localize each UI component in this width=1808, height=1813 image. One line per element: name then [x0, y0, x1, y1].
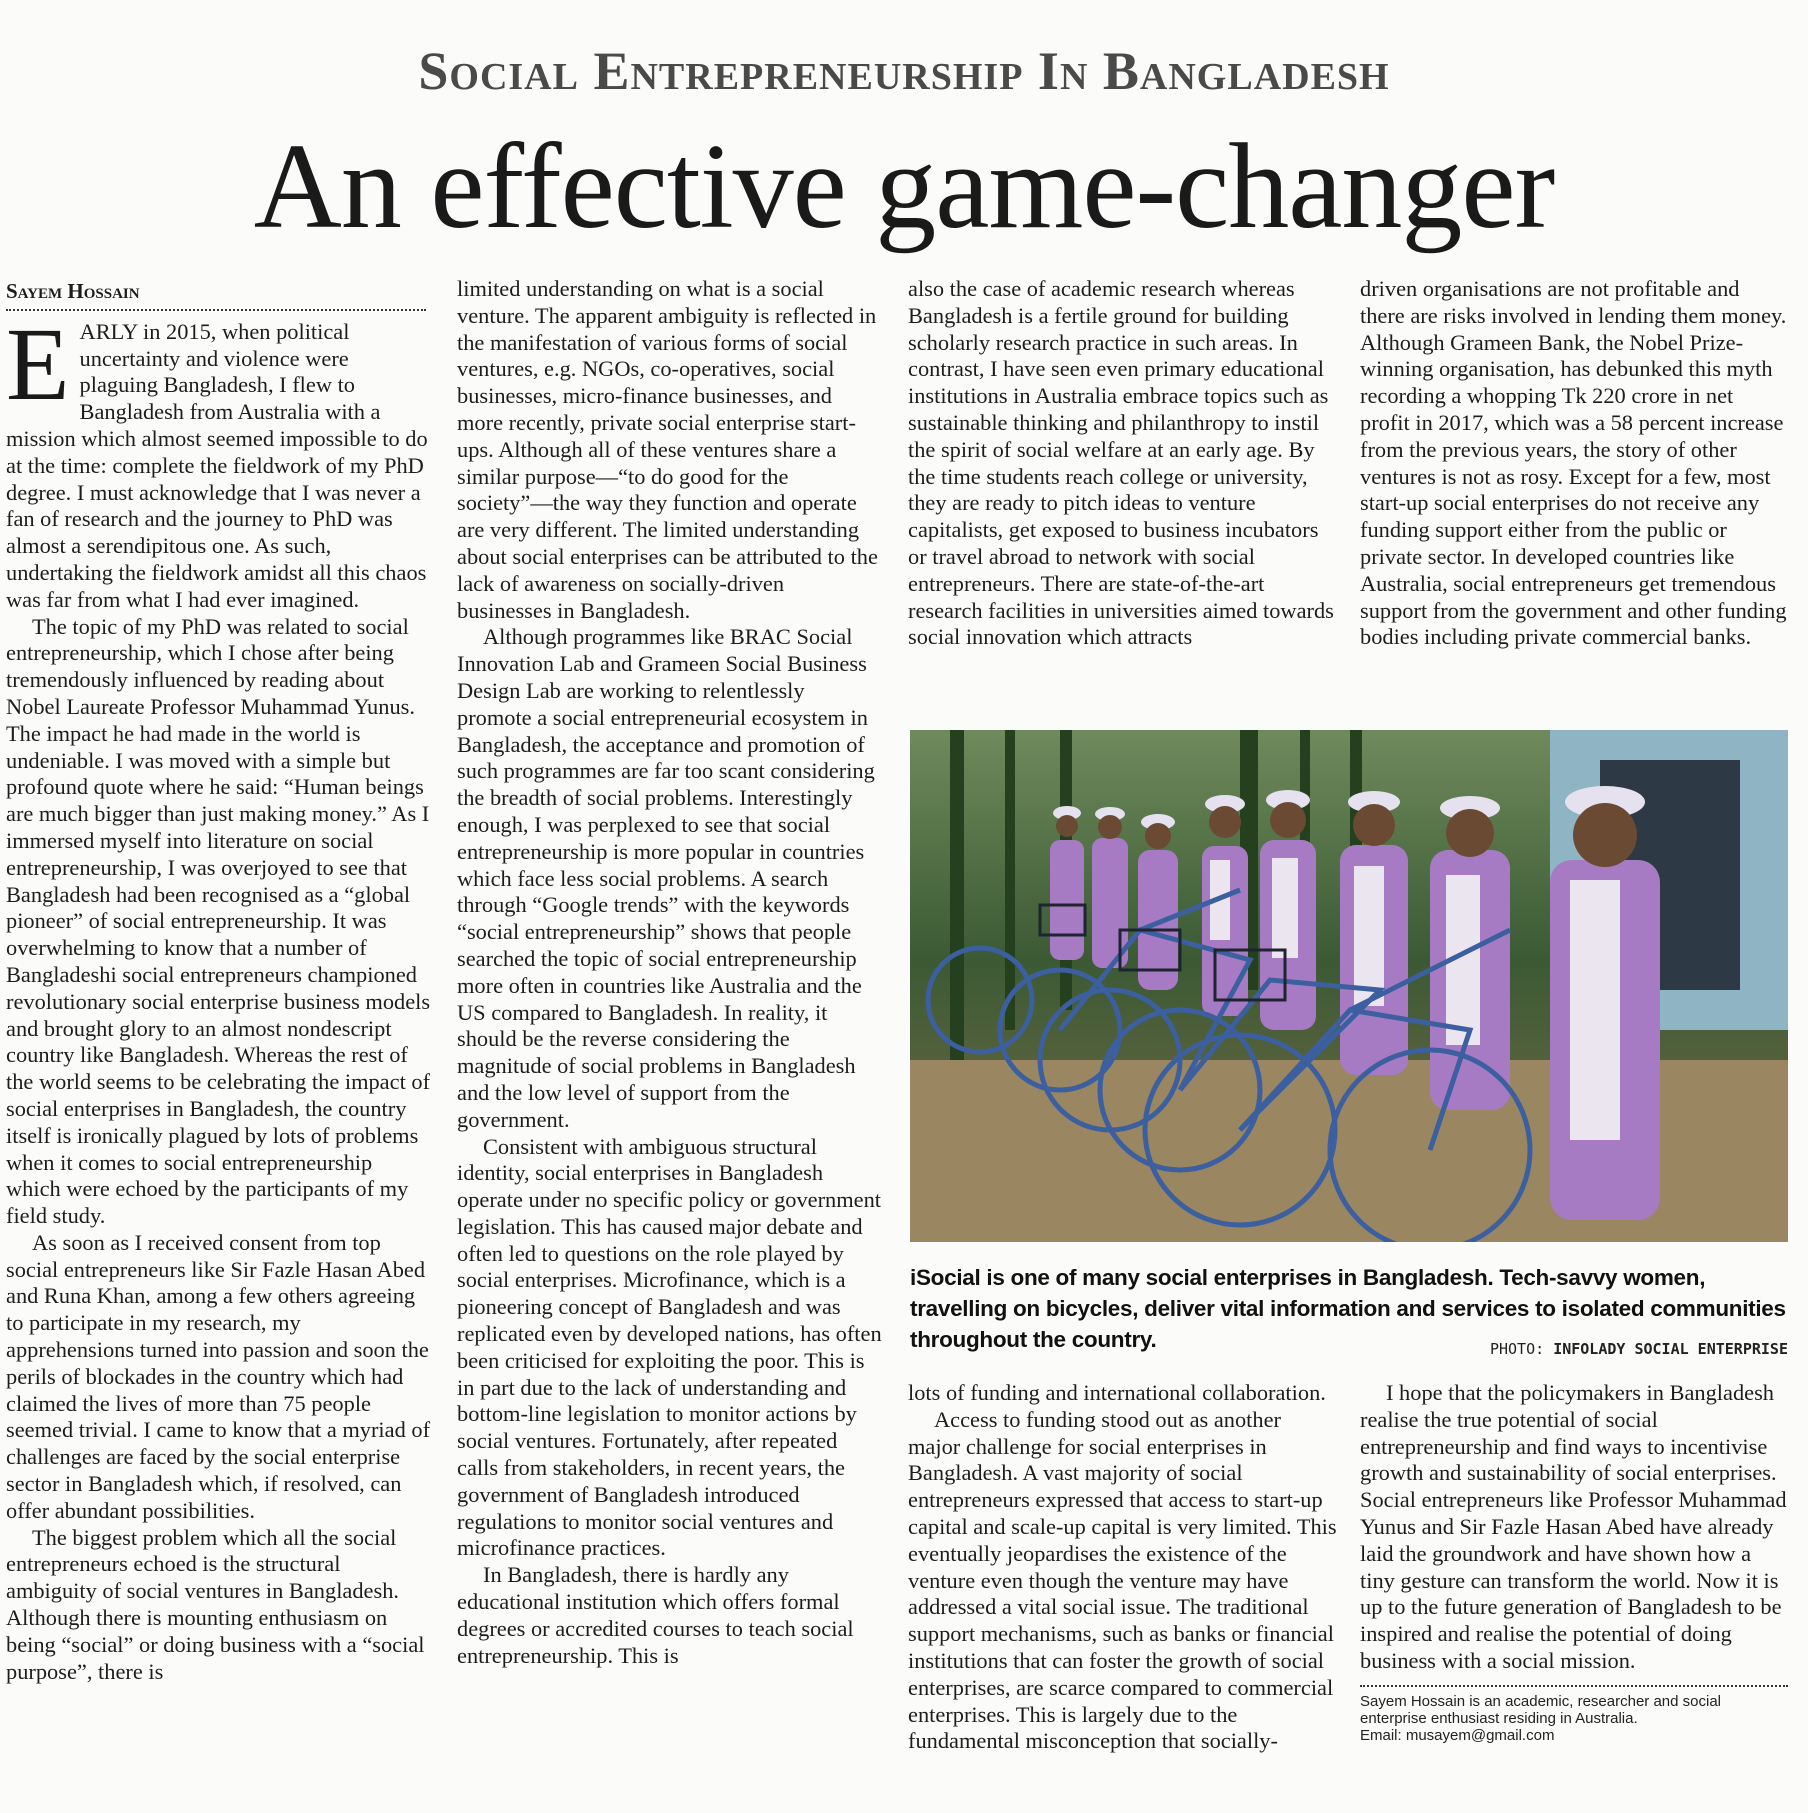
author-email: Email: musayem@gmail.com — [1360, 1726, 1555, 1744]
paragraph: also the case of academic research whereas Bangladesh is a fertile ground for building scholarly research practice in such areas. In contrast, I have seen even primary educational institutions in Australia embrace topics such as sustainable thinking and philanthropy to instil the spirit of social welfare at an early age. By the time students reach college or university, they are ready to pitch ideas to venture capitalists, get exposed to business incubators or travel abroad to network with social entrepreneurs. There are state-of-the-art research facilities in universities aimed towards social innovation which attracts — [908, 276, 1334, 650]
paragraph: driven organisations are not profitable and there are risks involved in lending them money. Although Grameen Bank, the Nobel Prize-winning organisation, has debunked this myth recording a whopping Tk 220 crore in net profit in 2017, which was a 58 percent increase from the previous years, the story of other ventures is not as rosy. Except for a few, most start-up social enterprises do not receive any funding support either from the public or private sector. In developed countries like Australia, social entrepreneurs get tremendous support from the government and other funding bodies including private commercial banks. — [1360, 276, 1787, 650]
photo-image — [910, 730, 1788, 1242]
paragraph: ARLY in 2015, when political uncertainty and violence were plaguing Bangladesh, I flew to Bangladesh from Australia with a mission which almost seemed impossible to do at the time: complete the fieldwork of my PhD degree. I must acknowledge that I was never a fan of research and the journey to PhD was almost a serendipitous one. As such, undertaking the fieldwork amidst all this chaos was far from what I had ever imagined. — [6, 318, 428, 612]
paragraph: The biggest problem which all the social entrepreneurs echoed is the structural ambiguity of social ventures in Bangladesh. Although there is mounting enthusiasm on being “social” or doing business with a “social purpose”, there is — [6, 1524, 425, 1684]
headline: An effective game-changer — [253, 119, 1555, 254]
article-column-6 — [1360, 1380, 1788, 1813]
photo-credit — [910, 1340, 1788, 1358]
drop-cap: E — [6, 306, 70, 422]
photo-credit-label: PHOTO: — [1489, 1340, 1545, 1358]
paragraph: lots of funding and international collaboration. — [908, 1380, 1326, 1405]
paragraph: Although programmes like BRAC Social Innovation Lab and Grameen Social Business Design Lab are working to relentlessly promote a social entrepreneurial ecosystem in Bangladesh, the acceptance and promotion of such programmes are far too scant considering the breadth of social problems. Interestingly enough, I was perplexed to see that social entrepreneurship is more popular in countries which face less social problems. A search through “Google trends” with the keywords “social entrepreneurship” shows that people searched the topic of social entrepreneurship more often in countries like Australia and the US compared to Bangladesh. In reality, it should be the reverse considering the magnitude of social problems in Bangladesh and the low level of support from the government. — [457, 624, 875, 1132]
paragraph: Consistent with ambiguous structural identity, social enterprises in Bangladesh operate under no specific policy or government legislation. This has caused major debate and often led to questions on the role played by social enterprises. Microfinance, which is a pioneering concept of Bangladesh and was replicated even by developed nations, has often been criticised for exploiting the poor. This is in part due to the lack of understanding and bottom-line legislation to monitor actions by social ventures. Fortunately, after repeated calls from stakeholders, in recent years, the government of Bangladesh introduced regulations to monitor social ventures and microfinance practices. — [457, 1133, 882, 1561]
author-bio-line: Sayem Hossain is an academic, researcher and social — [1360, 1692, 1722, 1710]
article-column-1 — [6, 278, 431, 1813]
author-bio — [1360, 1685, 1788, 1744]
author-bio-line: enterprise enthusiast residing in Australia. — [1360, 1709, 1638, 1727]
article-column-3 — [908, 276, 1338, 710]
article-column-4 — [1360, 276, 1788, 710]
photo-caption: iSocial is one of many social enterprises in Bangladesh. Tech-savvy women, travelling on bicycles, deliver vital information and services to isolated communities throughout the country. — [910, 1265, 1786, 1352]
paragraph: limited understanding on what is a social venture. The apparent ambiguity is reflected in the manifestation of various forms of social ventures, e.g. NGOs, co-operatives, social businesses, micro-finance businesses, and more recently, private social enterprise start-ups. Although all of these ventures share a similar purpose—“to do good for the society”—the way they function and operate are very different. The limited understanding about social enterprises can be attributed to the lack of awareness on socially-driven businesses in Bangladesh. — [457, 276, 878, 623]
paragraph: Access to funding stood out as another major challenge for social enterprises in Bangladesh. A vast majority of social entrepreneurs expressed that access to start-up capital and scale-up capital is very limited. This eventually jeopardises the existence of the venture even though the venture may have addressed a vital social issue. The traditional support mechanisms, such as banks or financial institutions that can foster the growth of social enterprises, are scarce compared to commercial enterprises. This is largely due to the fundamental misconception that socially- — [908, 1406, 1337, 1754]
section-kicker: Social Entrepreneurship In Bangladesh — [418, 41, 1390, 101]
paragraph: In Bangladesh, there is hardly any educational institution which offers formal degrees or accredited courses to teach social entrepreneurship. This is — [457, 1562, 854, 1668]
article-column-2 — [457, 276, 882, 1813]
photo-credit-name: INFOLADY SOCIAL ENTERPRISE — [1553, 1340, 1788, 1358]
article-photo — [910, 730, 1788, 1242]
paragraph: As soon as I received consent from top social entrepreneurs like Sir Fazle Hasan Abed and Runa Khan, among a few others agreeing to participate in my research, my apprehensions turned into passion and soon the perils of blockades in the country which had claimed the lives of more than 75 people seemed trivial. I came to know that a myriad of challenges are faced by the social enterprise sector in Bangladesh which, if resolved, can offer abundant possibilities. — [6, 1229, 431, 1523]
paragraph: The topic of my PhD was related to social entrepreneurship, which I chose after being tremendously influenced by reading about Nobel Laureate Professor Muhammad Yunus. The impact he had made in the world is undeniable. I was moved with a simple but profound quote where he said: “Human beings are much bigger than just making money.” As I immersed myself into literature on social entrepreneurship, I was overjoyed to see that Bangladesh had been recognised as a “global pioneer” of social entrepreneurship. It was overwhelming to know that a number of Bangladeshi social entrepreneurs championed revolutionary social enterprise business models and brought glory to an almost nondescript country like Bangladesh. Whereas the rest of the world seems to be celebrating the impact of social enterprises in Bangladesh, the country itself is ironically plagued by lots of problems when it comes to social entrepreneurship which were echoed by the participants of my field study. — [6, 613, 431, 1229]
byline: Sayem Hossain — [6, 278, 426, 311]
article-column-5 — [908, 1380, 1338, 1813]
paragraph: I hope that the policymakers in Bangladesh realise the true potential of social entrepreneurship and find ways to incentivise growth and sustainability of social enterprises. Social entrepreneurs like Professor Muhammad Yunus and Sir Fazle Hasan Abed have already laid the groundwork and have shown how a tiny gesture can transform the world. Now it is up to the future generation of Bangladesh to be inspired and realise the potential of doing business with a social mission. — [1360, 1380, 1787, 1673]
